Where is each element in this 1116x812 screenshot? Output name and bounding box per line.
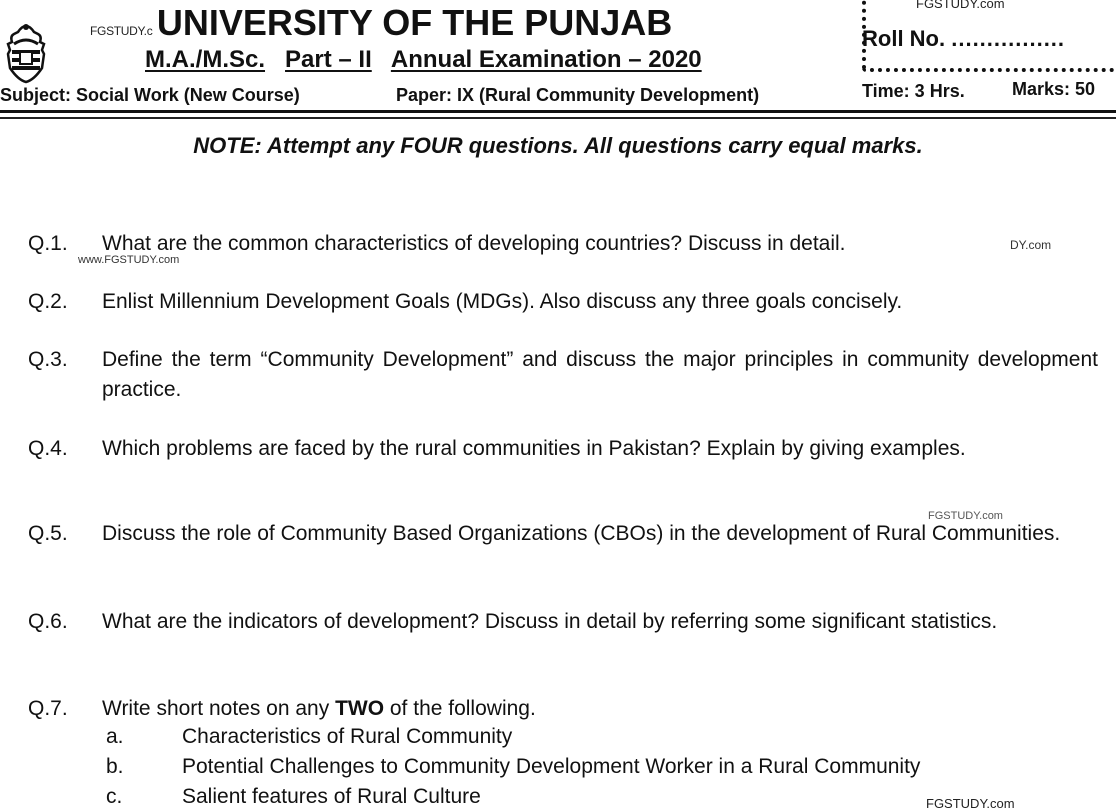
- roll-number-field: [862, 26, 1065, 52]
- exam-subtitle: [145, 46, 702, 74]
- question-number: Q.1.: [28, 232, 68, 255]
- paper-label: Paper: IX (Rural Community Development): [396, 85, 760, 105]
- question-text: Define the term “Community Development” and discuss the major principles in community development practice.: [102, 348, 1098, 401]
- item-letter: c.: [106, 785, 123, 808]
- question-1: [28, 229, 1098, 259]
- emphasis-text: TWO: [335, 697, 385, 720]
- degree-label: M.A./M.Sc.: [145, 46, 266, 73]
- roll-label: Roll No.: [862, 26, 946, 51]
- watermark-text: DY.com: [1010, 238, 1052, 252]
- question-text: What are the indicators of development? Discuss in detail by referring some significant statistics.: [102, 610, 998, 633]
- item-letter: a.: [106, 725, 124, 748]
- question-text: [102, 694, 1098, 724]
- watermark-text: FGSTUDY.com: [926, 796, 1015, 811]
- exam-session: Annual Examination – 2020: [390, 46, 702, 73]
- question-4: [28, 434, 1098, 464]
- watermark-text: FGSTUDY.c: [90, 24, 153, 38]
- item-text: Salient features of Rural Culture: [182, 785, 481, 808]
- question-number: Q.2.: [28, 290, 68, 313]
- header-divider: [0, 110, 1116, 113]
- exam-title: [90, 2, 672, 44]
- question-text: Discuss the role of Community Based Organizations (CBOs) in the development of Rural Communities.: [102, 522, 1061, 545]
- item-text: Potential Challenges to Community Development Worker in a Rural Community: [182, 755, 921, 778]
- q7-item-b: [106, 752, 920, 782]
- question-text: Which problems are faced by the rural communities in Pakistan? Explain by giving examples.: [102, 437, 966, 460]
- subject-label: Subject: Social Work (New Course): [0, 85, 300, 105]
- university-name: UNIVERSITY OF THE PUNJAB: [156, 2, 673, 43]
- q7-item-c: [106, 782, 481, 812]
- roll-blank: ................: [951, 26, 1066, 51]
- question-5: [28, 519, 1098, 549]
- question-number: Q.4.: [28, 437, 68, 460]
- marks-label: Marks: 50: [1012, 79, 1096, 99]
- watermark-text: www.FGSTUDY.com: [78, 254, 180, 266]
- question-7: [28, 694, 1098, 724]
- part-label: Part – II: [285, 46, 372, 73]
- header-divider: [0, 117, 1116, 119]
- question-6: [28, 607, 1098, 637]
- item-letter: b.: [106, 755, 124, 778]
- question-number: Q.5.: [28, 522, 68, 545]
- question-text-part: of the following.: [384, 697, 536, 720]
- question-3: [28, 345, 1098, 405]
- question-2: [28, 287, 1098, 317]
- question-text: What are the common characteristics of developing countries? Discuss in detail.: [102, 232, 846, 255]
- item-text: Characteristics of Rural Community: [182, 725, 513, 748]
- question-number: Q.6.: [28, 610, 68, 633]
- question-text: Enlist Millennium Development Goals (MDGs). Also discuss any three goals concisely.: [102, 290, 903, 313]
- watermark-text: FGSTUDY.com: [916, 0, 1005, 11]
- question-text-part: Write short notes on any: [102, 697, 336, 720]
- university-crest-icon: [4, 18, 48, 84]
- watermark-text: FGSTUDY.com: [928, 510, 1003, 522]
- question-number: Q.3.: [28, 348, 68, 371]
- time-label: Time: 3 Hrs.: [862, 81, 965, 101]
- question-number: Q.7.: [28, 697, 68, 720]
- instructions-note: NOTE: Attempt any FOUR questions. All questions carry equal marks.: [193, 133, 923, 158]
- q7-item-a: [106, 722, 512, 752]
